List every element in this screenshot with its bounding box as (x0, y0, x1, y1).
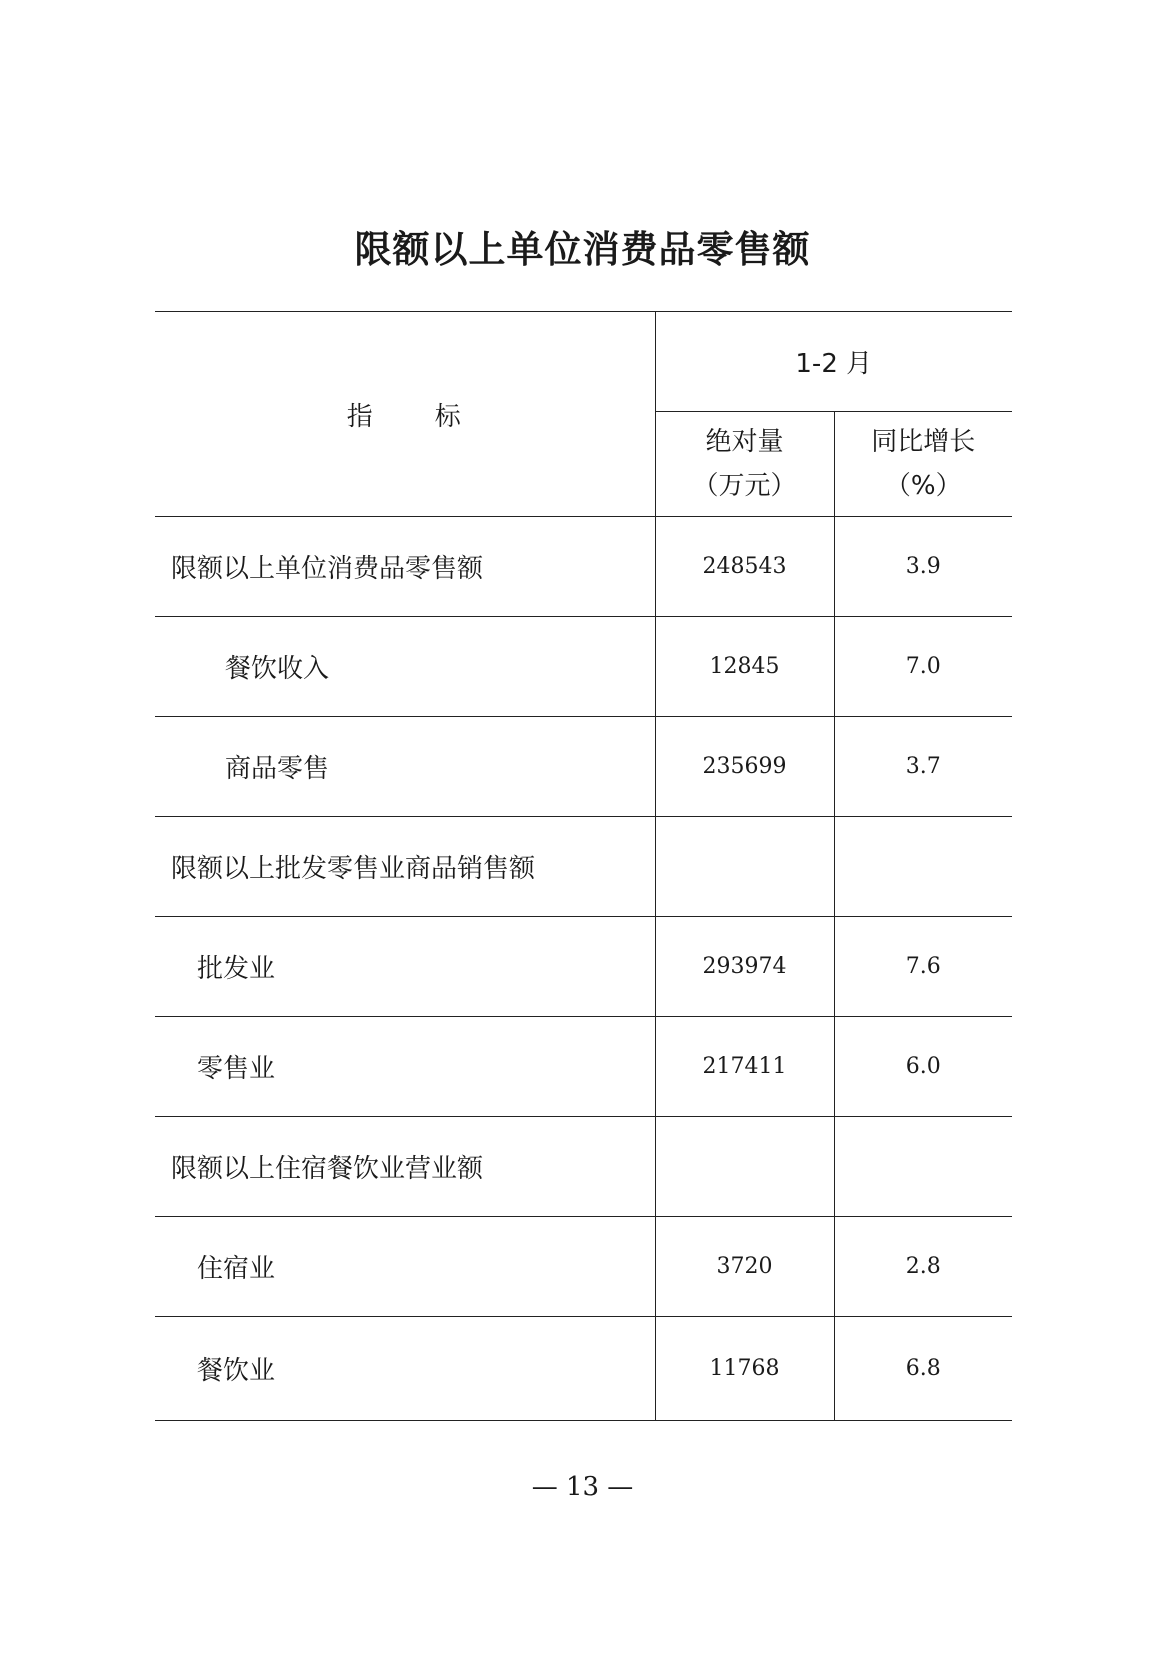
row-label: 限额以上住宿餐饮业营业额 (155, 1117, 655, 1217)
row-growth: 3.7 (834, 717, 1012, 817)
absolute-value-header-unit: （万元） (692, 471, 797, 501)
yoy-growth-header (834, 412, 1012, 517)
row-value (655, 817, 834, 917)
row-growth: 6.0 (834, 1017, 1012, 1117)
row-growth: 6.8 (834, 1317, 1012, 1421)
table-row (155, 1317, 1012, 1421)
row-label: 批发业 (155, 917, 655, 1017)
row-growth (834, 1117, 1012, 1217)
period-header: 1-2 月 (655, 312, 1012, 412)
row-value: 11768 (655, 1317, 834, 1421)
row-value: 293974 (655, 917, 834, 1017)
page-title: 限额以上单位消费品零售额 (354, 228, 811, 271)
table-row (155, 1217, 1012, 1317)
row-label: 限额以上批发零售业商品销售额 (155, 817, 655, 917)
indicator-header (155, 312, 655, 517)
row-value: 235699 (655, 717, 834, 817)
row-value: 3720 (655, 1217, 834, 1317)
table-row (155, 917, 1012, 1017)
row-growth: 3.9 (834, 517, 1012, 617)
table-row (155, 617, 1012, 717)
row-label: 餐饮收入 (155, 617, 655, 717)
indicator-header-char-2: 标 (434, 401, 463, 432)
row-growth: 2.8 (834, 1217, 1012, 1317)
row-label: 零售业 (155, 1017, 655, 1117)
row-growth (834, 817, 1012, 917)
row-value (655, 1117, 834, 1217)
row-value: 217411 (655, 1017, 834, 1117)
absolute-value-header-title: 绝对量 (705, 427, 784, 457)
row-growth: 7.6 (834, 917, 1012, 1017)
table-row (155, 717, 1012, 817)
row-label: 商品零售 (155, 717, 655, 817)
indicator-header-char-1: 指 (346, 401, 375, 432)
row-label: 限额以上单位消费品零售额 (155, 517, 655, 617)
table-row (155, 1117, 1012, 1217)
table-row (155, 1017, 1012, 1117)
absolute-value-header (655, 412, 834, 517)
statistics-table (155, 311, 1012, 1421)
table-row (155, 517, 1012, 617)
row-value: 12845 (655, 617, 834, 717)
page-number: — 13 — (531, 1472, 634, 1502)
yoy-growth-header-unit: （%） (884, 471, 962, 501)
row-label: 住宿业 (155, 1217, 655, 1317)
row-value: 248543 (655, 517, 834, 617)
row-label: 餐饮业 (155, 1317, 655, 1421)
row-growth: 7.0 (834, 617, 1012, 717)
yoy-growth-header-title: 同比增长 (871, 427, 976, 457)
table-row (155, 817, 1012, 917)
